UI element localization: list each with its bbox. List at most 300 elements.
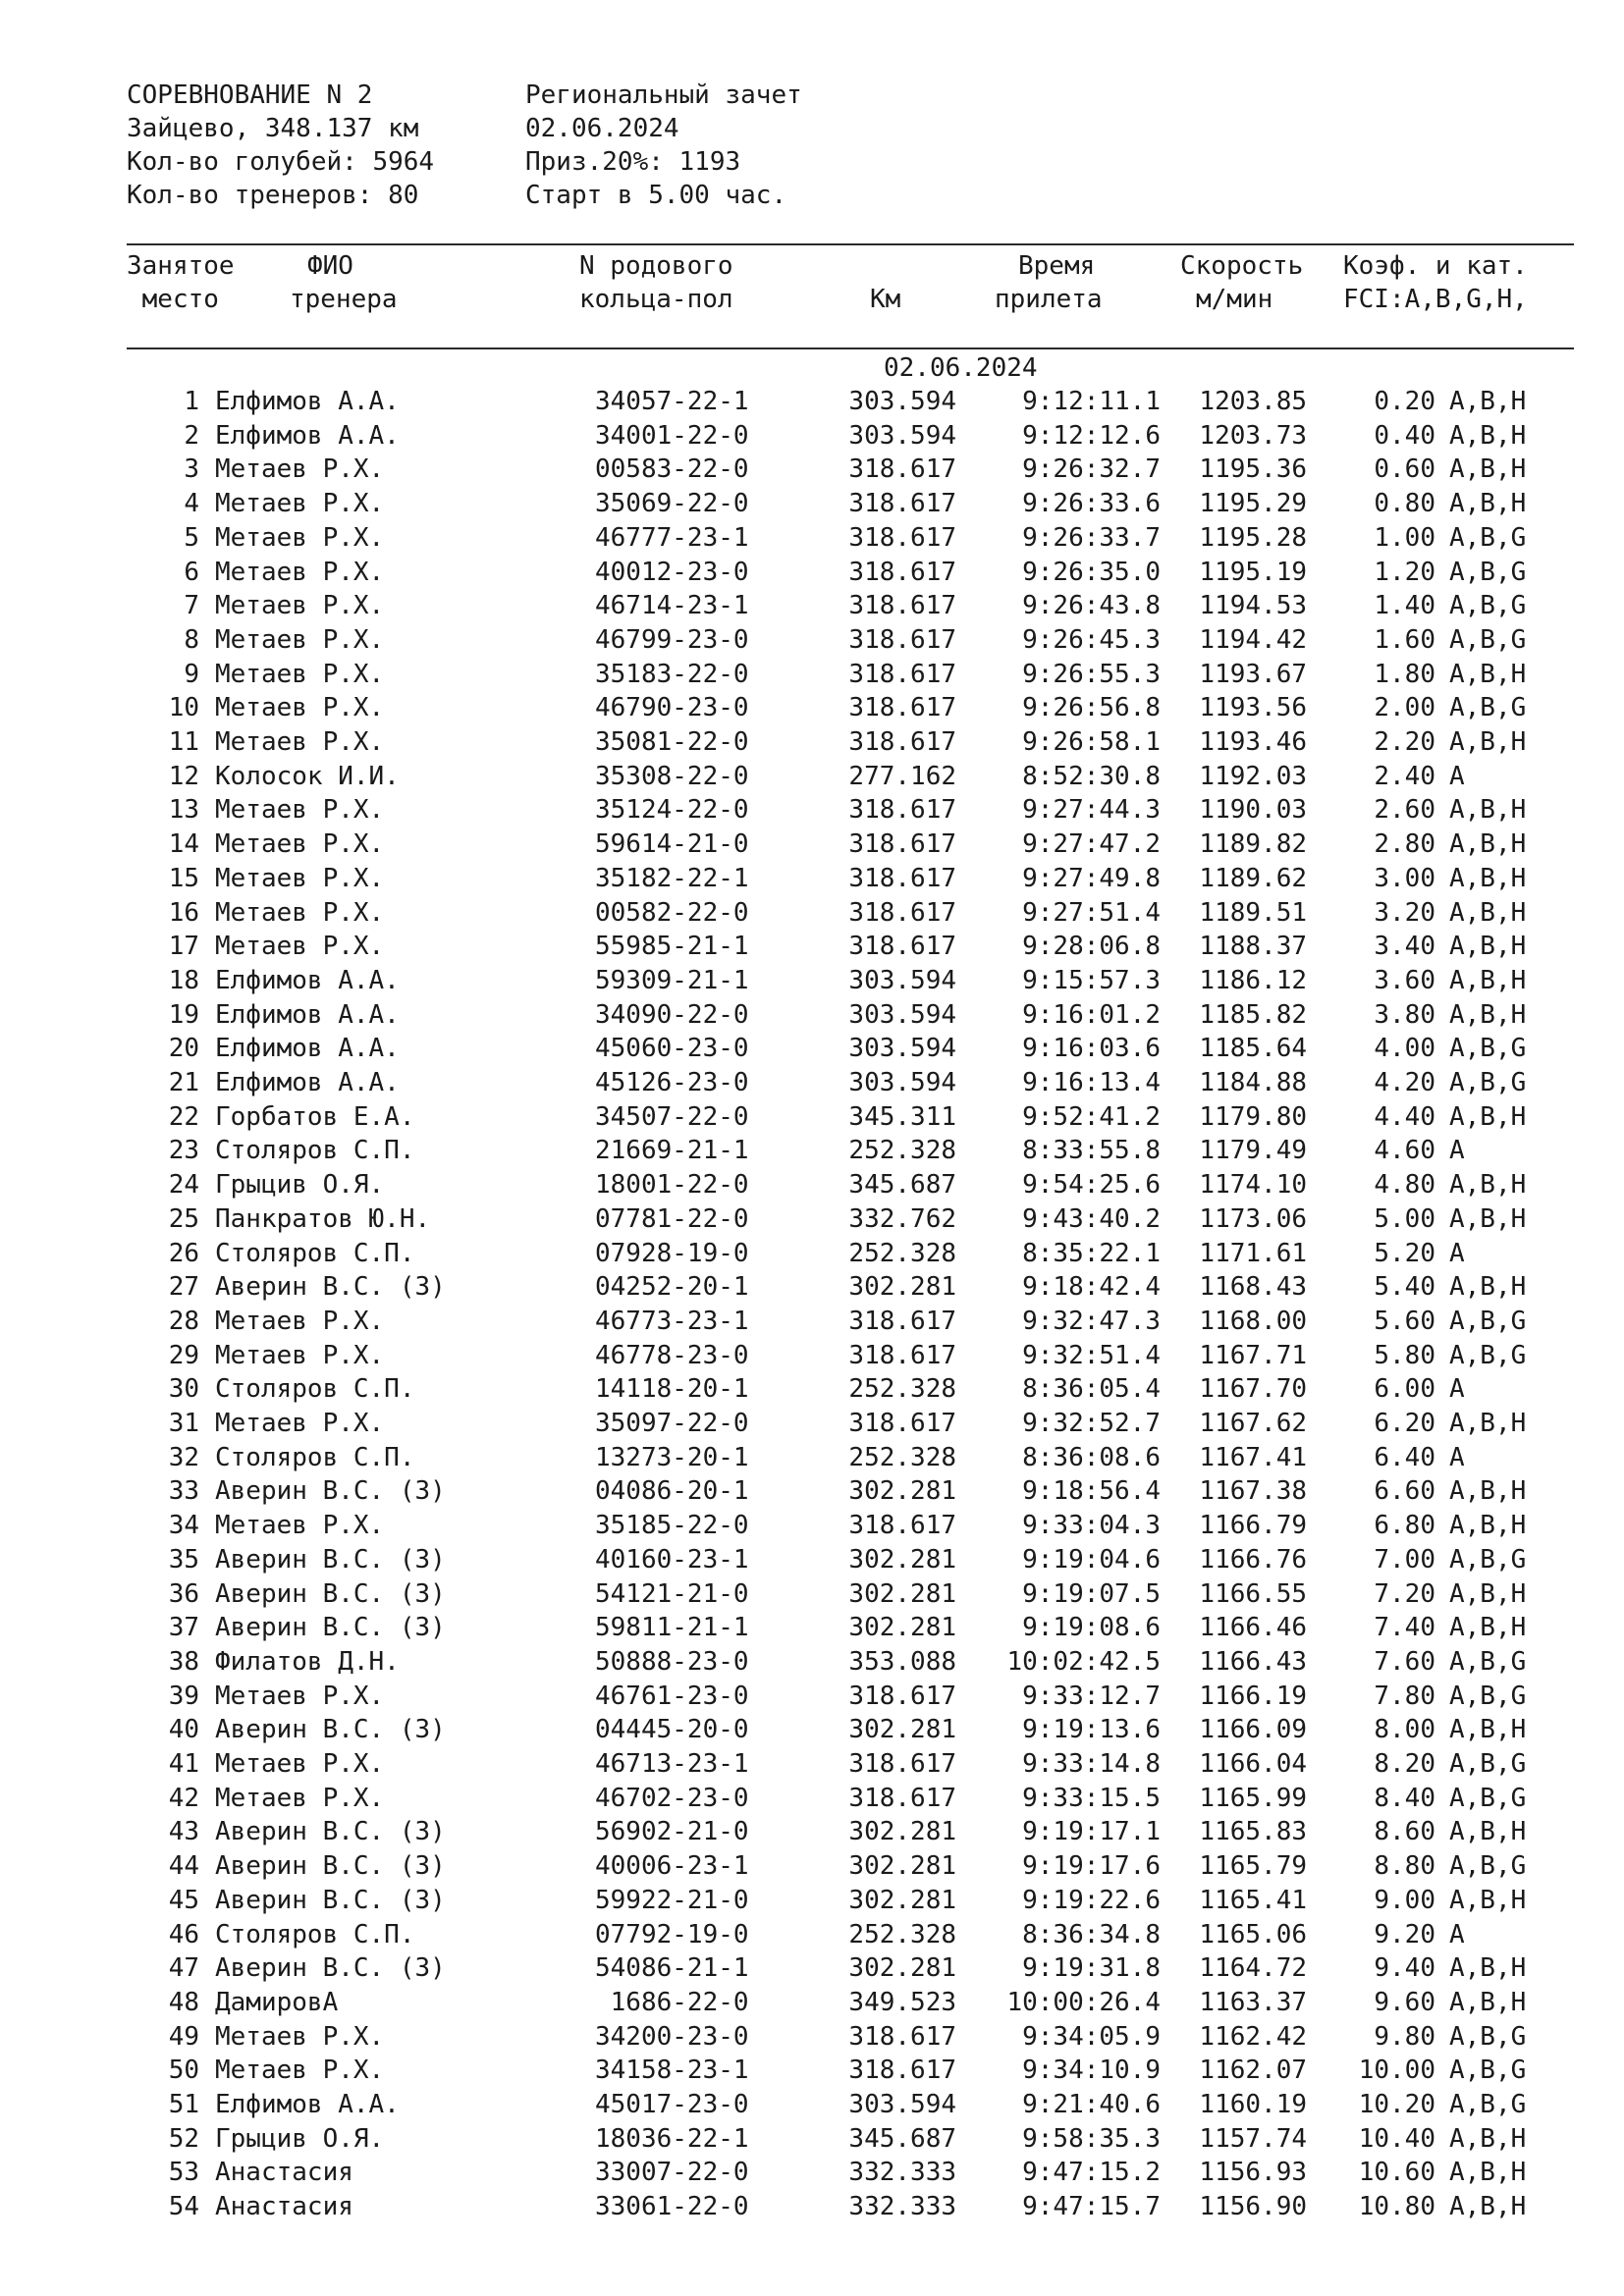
ring-number-cell: 00583-22-0 — [595, 454, 749, 485]
coefficient-cell: 7.60 — [1374, 1646, 1435, 1677]
coefficient-cell: 8.40 — [1374, 1783, 1435, 1813]
ring-number-cell: 1686-22-0 — [595, 1987, 749, 2017]
place-cell: 16 — [168, 897, 199, 928]
distance-cell: 303.594 — [848, 999, 956, 1030]
ring-number-cell: 45017-23-0 — [595, 2090, 749, 2119]
distance-cell: 318.617 — [848, 522, 956, 553]
ring-number-cell: 46790-23-0 — [595, 693, 749, 723]
header-rule-bottom — [127, 347, 1574, 349]
speed-cell: 1168.00 — [1199, 1306, 1307, 1336]
arrival-time-cell: 9:32:52.7 — [1022, 1409, 1161, 1438]
table-row — [0, 487, 1624, 520]
trainer-name-cell: Анастасия — [215, 2192, 353, 2222]
distance-cell: 252.328 — [848, 1919, 956, 1949]
coefficient-cell: 8.80 — [1374, 1851, 1435, 1882]
ring-number-cell: 34057-22-1 — [595, 387, 749, 416]
category-cell: A,B,G — [1449, 2021, 1527, 2052]
speed-cell: 1193.56 — [1199, 693, 1307, 723]
table-row — [0, 930, 1624, 963]
speed-cell: 1189.62 — [1199, 863, 1307, 893]
distance-cell: 252.328 — [848, 1136, 956, 1166]
place-cell: 26 — [168, 1238, 199, 1268]
place-cell: 32 — [168, 1442, 199, 1472]
trainer-name-cell: Метаев Р.Х. — [215, 829, 385, 860]
trainer-name-cell: Анастасия — [215, 2158, 353, 2188]
arrival-time-cell: 10:00:26.4 — [1006, 1987, 1161, 2017]
distance-cell: 318.617 — [848, 863, 956, 893]
ring-number-cell: 33007-22-0 — [595, 2158, 749, 2188]
coefficient-cell: 6.00 — [1374, 1374, 1435, 1405]
distance-cell: 302.281 — [848, 1715, 956, 1745]
coefficient-cell: 6.40 — [1374, 1442, 1435, 1472]
table-row — [0, 1918, 1624, 1951]
arrival-time-cell: 9:33:12.7 — [1022, 1681, 1161, 1711]
arrival-time-cell: 9:19:08.6 — [1022, 1613, 1161, 1643]
table-row — [0, 1237, 1624, 1270]
arrival-time-cell: 9:33:14.8 — [1022, 1749, 1161, 1779]
place-cell: 44 — [168, 1851, 199, 1882]
table-row — [0, 1474, 1624, 1508]
place-cell: 15 — [168, 863, 199, 893]
table-row — [0, 1577, 1624, 1611]
category-cell: A,B,G — [1449, 1306, 1527, 1336]
trainer-name-cell: Метаев Р.Х. — [215, 1340, 385, 1370]
start-time: Старт в 5.00 час. — [525, 181, 787, 210]
ring-number-cell: 46778-23-0 — [595, 1340, 749, 1370]
coefficient-cell: 0.60 — [1374, 454, 1435, 485]
distance-cell: 318.617 — [848, 1340, 956, 1370]
distance-cell: 302.281 — [848, 1476, 956, 1507]
place-cell: 39 — [168, 1681, 199, 1711]
category-cell: A,B,H — [1449, 829, 1527, 860]
distance-cell: 332.333 — [848, 2158, 956, 2188]
trainer-name-cell: Метаев Р.Х. — [215, 1783, 385, 1813]
trainer-name-cell: Метаев Р.Х. — [215, 454, 385, 485]
category-cell: A,B,G — [1449, 624, 1527, 655]
place-cell: 2 — [184, 420, 199, 451]
trainer-name-cell: Метаев Р.Х. — [215, 795, 385, 826]
speed-cell: 1164.72 — [1199, 1953, 1307, 1984]
distance-cell: 252.328 — [848, 1442, 956, 1472]
distance-cell: 345.687 — [848, 1170, 956, 1201]
category-cell: A,B,G — [1449, 1544, 1527, 1575]
col-place-line1: Занятое — [127, 251, 235, 281]
distance-cell: 318.617 — [848, 829, 956, 860]
arrival-time-cell: 9:26:58.1 — [1022, 727, 1161, 757]
trainer-name-cell: Метаев Р.Х. — [215, 591, 385, 621]
arrival-time-cell: 9:27:44.3 — [1022, 795, 1161, 826]
table-row — [0, 1168, 1624, 1201]
ring-number-cell: 55985-21-1 — [595, 932, 749, 962]
coefficient-cell: 2.40 — [1374, 761, 1435, 791]
speed-cell: 1166.55 — [1199, 1578, 1307, 1609]
speed-cell: 1195.29 — [1199, 489, 1307, 519]
category-cell: A — [1449, 1919, 1465, 1949]
coefficient-cell: 9.80 — [1374, 2021, 1435, 2052]
distance-cell: 318.617 — [848, 795, 956, 826]
arrival-time-cell: 9:16:13.4 — [1022, 1068, 1161, 1097]
trainer-name-cell: Метаев Р.Х. — [215, 2021, 385, 2052]
distance-cell: 302.281 — [848, 1851, 956, 1882]
coefficient-cell: 10.80 — [1358, 2192, 1435, 2222]
coefficient-cell: 9.00 — [1374, 1885, 1435, 1915]
speed-cell: 1156.93 — [1199, 2158, 1307, 2188]
speed-cell: 1166.09 — [1199, 1715, 1307, 1745]
table-row — [0, 1543, 1624, 1576]
table-row — [0, 998, 1624, 1032]
trainer-name-cell: Елфимов А.А. — [215, 965, 400, 995]
trainer-name-cell: Панкратов Ю.Н. — [215, 1203, 431, 1234]
trainer-name-cell: Аверин В.С. (З) — [215, 1476, 446, 1507]
trainer-name-cell: Метаев Р.Х. — [215, 1681, 385, 1711]
trainer-name-cell: Елфимов А.А. — [215, 999, 400, 1030]
table-row — [0, 1645, 1624, 1679]
distance-cell: 353.088 — [848, 1646, 956, 1677]
table-row — [0, 1680, 1624, 1713]
speed-cell: 1167.62 — [1199, 1409, 1307, 1438]
coefficient-cell: 5.00 — [1374, 1203, 1435, 1234]
place-cell: 8 — [184, 624, 199, 655]
arrival-time-cell: 8:36:34.8 — [1022, 1919, 1161, 1949]
category-cell: A,B,H — [1449, 1101, 1527, 1132]
pigeon-count: Кол-во голубей: 5964 — [127, 147, 435, 177]
category-cell: A,B,G — [1449, 522, 1527, 553]
speed-cell: 1166.79 — [1199, 1511, 1307, 1541]
category-cell: A,B,H — [1449, 1613, 1527, 1643]
coefficient-cell: 3.00 — [1374, 863, 1435, 893]
place-cell: 36 — [168, 1578, 199, 1609]
trainer-name-cell: Колосок И.И. — [215, 761, 400, 791]
arrival-time-cell: 9:18:56.4 — [1022, 1476, 1161, 1507]
speed-cell: 1186.12 — [1199, 965, 1307, 995]
table-row — [0, 1066, 1624, 1099]
col-name-line2: тренера — [290, 285, 398, 314]
col-km-line2: Км — [870, 285, 901, 314]
place-cell: 30 — [168, 1374, 199, 1405]
distance-cell: 252.328 — [848, 1238, 956, 1268]
coefficient-cell: 5.80 — [1374, 1340, 1435, 1370]
distance-cell: 302.281 — [848, 1817, 956, 1847]
category-cell: A — [1449, 1442, 1465, 1472]
ring-number-cell: 35081-22-0 — [595, 727, 749, 757]
speed-cell: 1173.06 — [1199, 1203, 1307, 1234]
arrival-time-cell: 9:26:32.7 — [1022, 454, 1161, 485]
ring-number-cell: 35185-22-0 — [595, 1511, 749, 1541]
ring-number-cell: 07781-22-0 — [595, 1203, 749, 1234]
arrival-time-cell: 9:26:33.7 — [1022, 522, 1161, 553]
table-row — [0, 658, 1624, 691]
ring-number-cell: 18036-22-1 — [595, 2123, 749, 2154]
trainer-name-cell: Метаев Р.Х. — [215, 557, 385, 587]
trainer-count: Кол-во тренеров: 80 — [127, 181, 419, 210]
table-row — [0, 862, 1624, 895]
ring-number-cell: 46761-23-0 — [595, 1681, 749, 1711]
table-row — [0, 589, 1624, 622]
arrival-time-cell: 9:33:04.3 — [1022, 1511, 1161, 1541]
distance-cell: 345.687 — [848, 2123, 956, 2154]
table-row — [0, 521, 1624, 555]
trainer-name-cell: Метаев Р.Х. — [215, 932, 385, 962]
category-cell: A,B,H — [1449, 1272, 1527, 1303]
place-cell: 13 — [168, 795, 199, 826]
category-cell: A,B,G — [1449, 1749, 1527, 1779]
trainer-name-cell: Столяров С.П. — [215, 1442, 415, 1472]
ring-number-cell: 04086-20-1 — [595, 1476, 749, 1507]
category-cell: A,B,G — [1449, 2056, 1527, 2086]
ring-number-cell: 14118-20-1 — [595, 1374, 749, 1405]
arrival-time-cell: 9:19:07.5 — [1022, 1578, 1161, 1609]
competition-title: СОРЕВНОВАНИЕ N 2 — [127, 80, 373, 110]
distance-cell: 302.281 — [848, 1885, 956, 1915]
trainer-name-cell: Аверин В.С. (З) — [215, 1272, 446, 1303]
ring-number-cell: 07792-19-0 — [595, 1919, 749, 1949]
ring-number-cell: 56902-21-0 — [595, 1817, 749, 1847]
category-cell: A,B,H — [1449, 1953, 1527, 1984]
coefficient-cell: 1.80 — [1374, 659, 1435, 689]
table-row — [0, 385, 1624, 418]
speed-cell: 1167.38 — [1199, 1476, 1307, 1507]
speed-cell: 1193.67 — [1199, 659, 1307, 689]
distance-cell: 345.311 — [848, 1101, 956, 1132]
ring-number-cell: 46713-23-1 — [595, 1749, 749, 1779]
ring-number-cell: 04445-20-0 — [595, 1715, 749, 1745]
category-cell: A,B,H — [1449, 489, 1527, 519]
place-cell: 53 — [168, 2158, 199, 2188]
distance-cell: 302.281 — [848, 1544, 956, 1575]
trainer-name-cell: Метаев Р.Х. — [215, 624, 385, 655]
ring-number-cell: 13273-20-1 — [595, 1442, 749, 1472]
place-cell: 19 — [168, 999, 199, 1030]
table-row — [0, 623, 1624, 657]
arrival-time-cell: 9:12:11.1 — [1022, 387, 1161, 416]
place-cell: 1 — [184, 387, 199, 416]
table-row — [0, 2088, 1624, 2121]
distance-cell: 303.594 — [848, 965, 956, 995]
table-row — [0, 896, 1624, 930]
ring-number-cell: 59614-21-0 — [595, 829, 749, 860]
coefficient-cell: 3.20 — [1374, 897, 1435, 928]
table-row — [0, 1951, 1624, 1985]
place-cell: 35 — [168, 1544, 199, 1575]
col-time-line1: Время — [1018, 251, 1096, 281]
ring-number-cell: 40006-23-1 — [595, 1851, 749, 1882]
col-speed-line1: Скорость — [1180, 251, 1304, 281]
trainer-name-cell: Метаев Р.Х. — [215, 863, 385, 893]
coefficient-cell: 1.00 — [1374, 522, 1435, 553]
distance-cell: 318.617 — [848, 1511, 956, 1541]
ring-number-cell: 59811-21-1 — [595, 1613, 749, 1643]
speed-cell: 1166.43 — [1199, 1646, 1307, 1677]
category-cell: A,B,H — [1449, 965, 1527, 995]
place-cell: 27 — [168, 1272, 199, 1303]
speed-cell: 1162.07 — [1199, 2056, 1307, 2086]
arrival-time-cell: 9:43:40.2 — [1022, 1203, 1161, 1234]
speed-cell: 1188.37 — [1199, 932, 1307, 962]
ring-number-cell: 40160-23-1 — [595, 1544, 749, 1575]
trainer-name-cell: Грыцив О.Я. — [215, 1170, 385, 1201]
place-cell: 50 — [168, 2056, 199, 2086]
table-row — [0, 964, 1624, 997]
arrival-time-cell: 9:19:17.1 — [1022, 1817, 1161, 1847]
coefficient-cell: 7.80 — [1374, 1681, 1435, 1711]
ring-number-cell: 45126-23-0 — [595, 1068, 749, 1097]
place-cell: 14 — [168, 829, 199, 860]
ring-number-cell: 04252-20-1 — [595, 1272, 749, 1303]
trainer-name-cell: Метаев Р.Х. — [215, 1409, 385, 1438]
category-cell: A,B,G — [1449, 1034, 1527, 1064]
distance-cell: 318.617 — [848, 2056, 956, 2086]
arrival-time-cell: 9:21:40.6 — [1022, 2090, 1161, 2119]
speed-cell: 1179.49 — [1199, 1136, 1307, 1166]
col-time-line2: прилета — [995, 285, 1103, 314]
coefficient-cell: 0.20 — [1374, 387, 1435, 416]
speed-cell: 1179.80 — [1199, 1101, 1307, 1132]
speed-cell: 1189.51 — [1199, 897, 1307, 928]
distance-cell: 302.281 — [848, 1272, 956, 1303]
arrival-time-cell: 8:36:08.6 — [1022, 1442, 1161, 1472]
speed-cell: 1168.43 — [1199, 1272, 1307, 1303]
speed-cell: 1166.19 — [1199, 1681, 1307, 1711]
place-cell: 40 — [168, 1715, 199, 1745]
arrival-time-cell: 9:15:57.3 — [1022, 965, 1161, 995]
place-cell: 33 — [168, 1476, 199, 1507]
coefficient-cell: 3.80 — [1374, 999, 1435, 1030]
category-cell: A — [1449, 1136, 1465, 1166]
table-row — [0, 725, 1624, 759]
distance-cell: 318.617 — [848, 1409, 956, 1438]
category-cell: A,B,H — [1449, 454, 1527, 485]
arrival-time-cell: 9:54:25.6 — [1022, 1170, 1161, 1201]
col-coef-line1: Коэф. и кат. — [1343, 251, 1528, 281]
table-row — [0, 1713, 1624, 1746]
coefficient-cell: 1.20 — [1374, 557, 1435, 587]
place-cell: 10 — [168, 693, 199, 723]
trainer-name-cell: Елфимов А.А. — [215, 387, 400, 416]
ring-number-cell: 45060-23-0 — [595, 1034, 749, 1064]
release-point-distance: Зайцево, 348.137 км — [127, 114, 419, 143]
coefficient-cell: 3.60 — [1374, 965, 1435, 995]
trainer-name-cell: Филатов Д.Н. — [215, 1646, 400, 1677]
col-place-line2: место — [127, 285, 219, 314]
trainer-name-cell: Метаев Р.Х. — [215, 897, 385, 928]
speed-cell: 1195.28 — [1199, 522, 1307, 553]
coefficient-cell: 5.40 — [1374, 1272, 1435, 1303]
ring-number-cell: 46799-23-0 — [595, 624, 749, 655]
table-row — [0, 1747, 1624, 1781]
distance-cell: 303.594 — [848, 420, 956, 451]
place-cell: 52 — [168, 2123, 199, 2154]
table-row — [0, 1884, 1624, 1917]
place-cell: 47 — [168, 1953, 199, 1984]
distance-cell: 318.617 — [848, 489, 956, 519]
trainer-name-cell: Метаев Р.Х. — [215, 1749, 385, 1779]
ring-number-cell: 34158-23-1 — [595, 2056, 749, 2086]
speed-cell: 1203.85 — [1199, 387, 1307, 416]
category-cell: A,B,G — [1449, 1340, 1527, 1370]
ring-number-cell: 34507-22-0 — [595, 1101, 749, 1132]
place-cell: 11 — [168, 727, 199, 757]
table-row — [0, 1849, 1624, 1883]
trainer-name-cell: Столяров С.П. — [215, 1238, 415, 1268]
trainer-name-cell: Метаев Р.Х. — [215, 489, 385, 519]
table-row — [0, 760, 1624, 793]
speed-cell: 1160.19 — [1199, 2090, 1307, 2119]
coefficient-cell: 9.40 — [1374, 1953, 1435, 1984]
place-cell: 45 — [168, 1885, 199, 1915]
arrival-time-cell: 9:27:49.8 — [1022, 863, 1161, 893]
trainer-name-cell: Метаев Р.Х. — [215, 1306, 385, 1336]
coefficient-cell: 2.00 — [1374, 693, 1435, 723]
speed-cell: 1157.74 — [1199, 2123, 1307, 2154]
category-cell: A,B,H — [1449, 1409, 1527, 1438]
arrival-time-cell: 9:47:15.2 — [1022, 2158, 1161, 2188]
ring-number-cell: 35069-22-0 — [595, 489, 749, 519]
place-cell: 7 — [184, 591, 199, 621]
category-cell: A,B,H — [1449, 1715, 1527, 1745]
category-cell: A,B,H — [1449, 2123, 1527, 2154]
distance-cell: 332.333 — [848, 2192, 956, 2222]
speed-cell: 1174.10 — [1199, 1170, 1307, 1201]
speed-cell: 1194.42 — [1199, 624, 1307, 655]
place-cell: 34 — [168, 1511, 199, 1541]
col-coef-line2: FCI:A,B,G,H, — [1343, 285, 1528, 314]
category-cell: A,B,G — [1449, 557, 1527, 587]
distance-cell: 318.617 — [848, 693, 956, 723]
arrival-time-cell: 9:26:56.8 — [1022, 693, 1161, 723]
coefficient-cell: 4.40 — [1374, 1101, 1435, 1132]
category-cell: A,B,H — [1449, 1885, 1527, 1915]
arrival-time-cell: 9:26:45.3 — [1022, 624, 1161, 655]
table-row — [0, 2020, 1624, 2054]
coefficient-cell: 3.40 — [1374, 932, 1435, 962]
ring-number-cell: 35308-22-0 — [595, 761, 749, 791]
table-row — [0, 419, 1624, 453]
arrival-time-cell: 9:19:17.6 — [1022, 1851, 1161, 1882]
category-cell: A,B,G — [1449, 1851, 1527, 1882]
coefficient-cell: 8.20 — [1374, 1749, 1435, 1779]
table-row — [0, 1815, 1624, 1848]
distance-cell: 252.328 — [848, 1374, 956, 1405]
place-cell: 54 — [168, 2192, 199, 2222]
category-cell: A,B,H — [1449, 897, 1527, 928]
trainer-name-cell: Грыцив О.Я. — [215, 2123, 385, 2154]
coefficient-cell: 4.20 — [1374, 1068, 1435, 1097]
distance-cell: 349.523 — [848, 1987, 956, 2017]
arrival-time-cell: 9:16:01.2 — [1022, 999, 1161, 1030]
ring-number-cell: 33061-22-0 — [595, 2192, 749, 2222]
distance-cell: 277.162 — [848, 761, 956, 791]
distance-cell: 318.617 — [848, 897, 956, 928]
arrival-time-cell: 9:19:13.6 — [1022, 1715, 1161, 1745]
prize-count: Приз.20%: 1193 — [525, 147, 741, 177]
category-cell: A,B,H — [1449, 1987, 1527, 2017]
arrival-time-cell: 9:52:41.2 — [1022, 1101, 1161, 1132]
speed-cell: 1185.82 — [1199, 999, 1307, 1030]
ring-number-cell: 59309-21-1 — [595, 965, 749, 995]
table-row — [0, 1305, 1624, 1338]
trainer-name-cell: Столяров С.П. — [215, 1136, 415, 1166]
table-row — [0, 793, 1624, 827]
ring-number-cell: 46702-23-0 — [595, 1783, 749, 1813]
trainer-name-cell: Метаев Р.Х. — [215, 522, 385, 553]
table-row — [0, 1407, 1624, 1440]
coefficient-cell: 2.20 — [1374, 727, 1435, 757]
table-row — [0, 1270, 1624, 1304]
ring-number-cell: 40012-23-0 — [595, 557, 749, 587]
coefficient-cell: 9.20 — [1374, 1919, 1435, 1949]
distance-cell: 318.617 — [848, 557, 956, 587]
arrival-time-cell: 9:33:15.5 — [1022, 1783, 1161, 1813]
